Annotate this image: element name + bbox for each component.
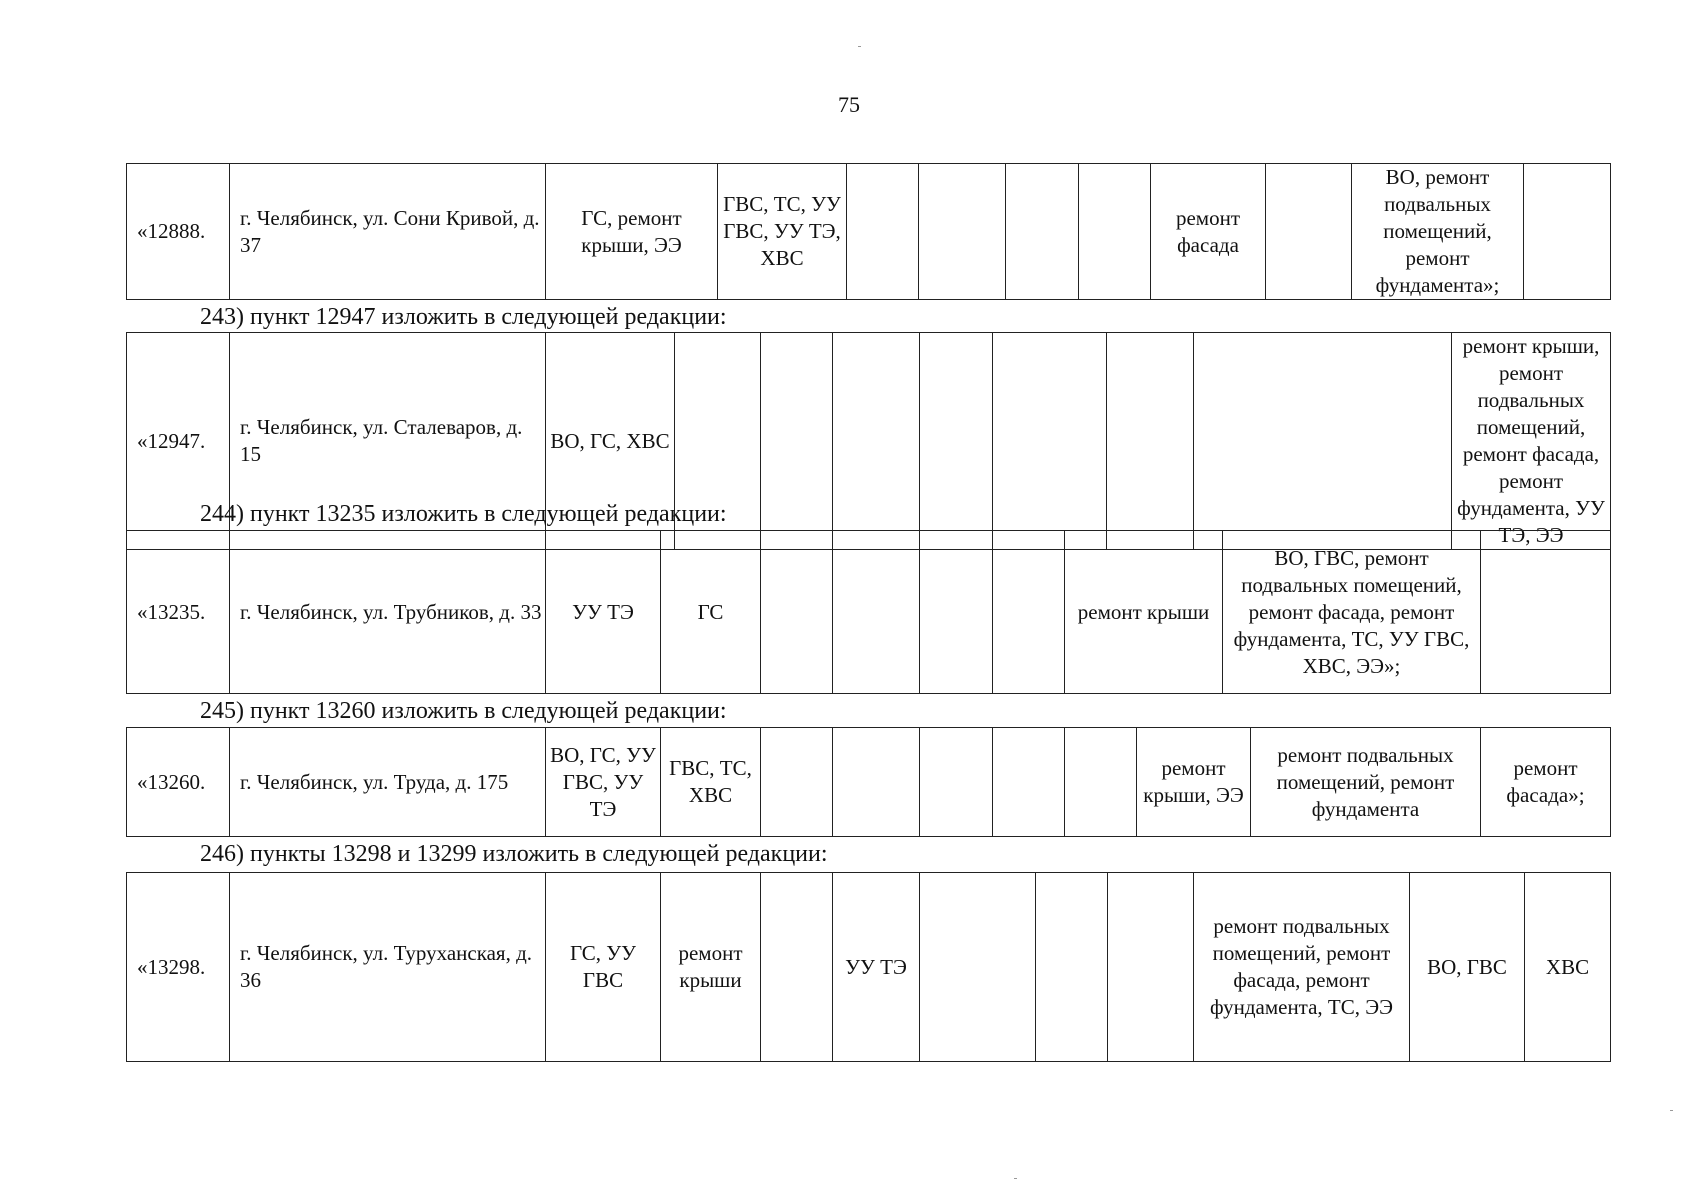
table-cell [1107, 333, 1194, 550]
address-cell: г. Челябинск, ул. Сони Кривой, д. 37 [230, 164, 546, 300]
table-cell: ГС, ремонт крыши, ЭЭ [546, 164, 718, 300]
table-cell: ремонт подвальных помещений, ремонт фасада, ремонт фундамента, ТС, ЭЭ [1194, 873, 1410, 1062]
table-cell [1036, 873, 1108, 1062]
table-row [127, 164, 1611, 300]
table-cell [920, 873, 1036, 1062]
table-cell [920, 728, 993, 837]
table-cell: ВО, ГС, УУ ГВС, УУ ТЭ [546, 728, 661, 837]
scan-speck [858, 46, 861, 47]
table-cell: ГС, УУ ГВС [546, 873, 661, 1062]
table-cell [1108, 873, 1194, 1062]
table-cell: ремонт фасада [1151, 164, 1266, 300]
address-cell: г. Челябинск, ул. Туруханская, д. 36 [230, 873, 546, 1062]
item-number: «13260. [127, 728, 230, 837]
table-cell [1481, 531, 1611, 694]
table-cell [993, 531, 1065, 694]
record-table-13260 [126, 727, 1611, 837]
item-number: «12888. [127, 164, 230, 300]
table-cell: ремонт крыши, ЭЭ [1137, 728, 1251, 837]
table-row [127, 873, 1611, 1062]
amendment-caption-245: 245) пункт 13260 изложить в следующей редакции: [200, 698, 727, 724]
scan-speck [1014, 1178, 1017, 1179]
table-cell: ГВС, ТС, ХВС [661, 728, 761, 837]
table-cell [1006, 164, 1079, 300]
table-cell: ремонт фасада»; [1481, 728, 1611, 837]
record-table-13235 [126, 530, 1611, 694]
table-cell: УУ ТЭ [833, 873, 920, 1062]
scan-speck [1670, 1110, 1673, 1111]
item-number: «13235. [127, 531, 230, 694]
table-cell [761, 728, 833, 837]
table-cell [993, 333, 1107, 550]
table-row [127, 531, 1611, 694]
address-cell: г. Челябинск, ул. Сталеваров, д. 15 [230, 333, 546, 550]
table-cell: ГС [661, 531, 761, 694]
table-cell [833, 728, 920, 837]
table-cell [993, 728, 1065, 837]
table-cell: ремонт крыши [661, 873, 761, 1062]
table-cell [761, 333, 833, 550]
table-cell [1524, 164, 1611, 300]
table-cell: ремонт подвальных помещений, ремонт фундамента [1251, 728, 1481, 837]
table-cell [920, 531, 993, 694]
table-cell [833, 333, 920, 550]
table-cell [1194, 333, 1452, 550]
table-cell [919, 164, 1006, 300]
table-cell: ВО, ГВС, ремонт подвальных помещений, ремонт фасада, ремонт фундамента, ТС, УУ ГВС, ХВС, ЭЭ»; [1223, 531, 1481, 694]
table-cell [1266, 164, 1352, 300]
table-cell: УУ ТЭ [546, 531, 661, 694]
table-cell [1065, 728, 1137, 837]
table-cell [761, 531, 833, 694]
table-cell [833, 531, 920, 694]
table-cell [920, 333, 993, 550]
table-cell: ремонт крыши, ремонт подвальных помещений, ремонт фасада, ремонт фундамента, УУ ТЭ, ЭЭ [1452, 333, 1611, 550]
table-cell: ВО, ГС, ХВС [546, 333, 675, 550]
record-table-12888 [126, 163, 1611, 300]
table-cell: ГВС, ТС, УУ ГВС, УУ ТЭ, ХВС [718, 164, 847, 300]
record-table-13298 [126, 872, 1611, 1062]
address-cell: г. Челябинск, ул. Трубников, д. 33 [230, 531, 546, 694]
amendment-caption-243: 243) пункт 12947 изложить в следующей редакции: [200, 304, 727, 330]
table-cell: ХВС [1525, 873, 1611, 1062]
item-number: «12947. [127, 333, 230, 550]
page-number: 75 [838, 92, 860, 117]
item-number: «13298. [127, 873, 230, 1062]
amendment-caption-244: 244) пункт 13235 изложить в следующей редакции: [200, 501, 727, 527]
table-cell [761, 873, 833, 1062]
table-cell [1079, 164, 1151, 300]
table-cell [847, 164, 919, 300]
address-cell: г. Челябинск, ул. Труда, д. 175 [230, 728, 546, 837]
amendment-caption-246: 246) пункты 13298 и 13299 изложить в следующей редакции: [200, 841, 828, 867]
table-cell: ремонт крыши [1065, 531, 1223, 694]
table-row [127, 728, 1611, 837]
table-cell: ВО, ремонт подвальных помещений, ремонт фундамента»; [1352, 164, 1524, 300]
table-cell: ВО, ГВС [1410, 873, 1525, 1062]
